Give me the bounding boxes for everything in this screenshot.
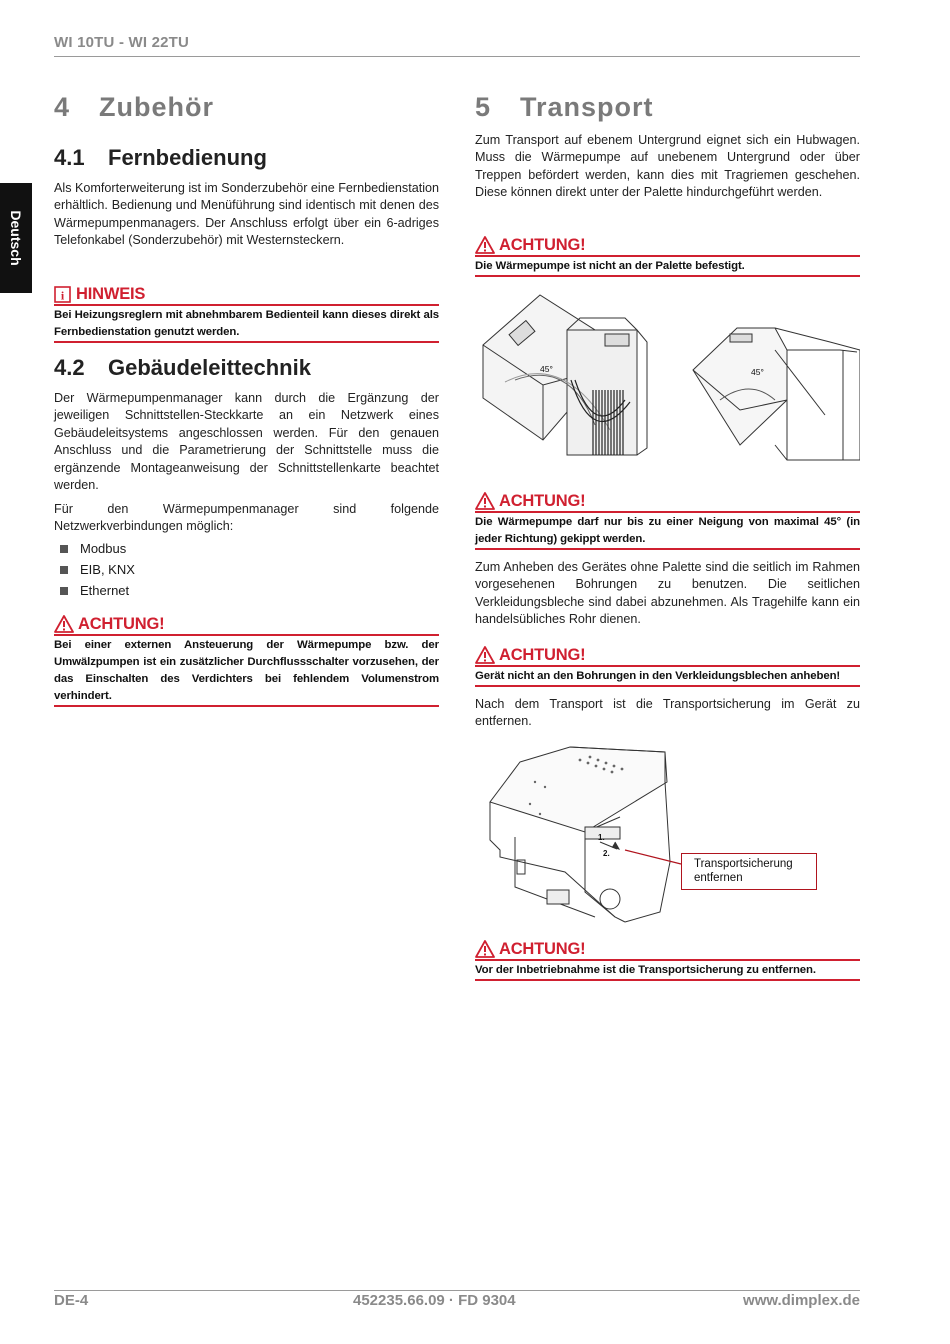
- step-label: 2.: [603, 849, 610, 858]
- warning-text: Gerät nicht an den Bohrungen in den Verkleidungsblechen anheben!: [475, 670, 841, 682]
- header-divider: [54, 56, 860, 57]
- warning-title: ACHTUNG!: [499, 645, 586, 664]
- svg-text:i: i: [60, 288, 65, 302]
- footer-divider: [54, 1290, 860, 1291]
- list-item: EIB, KNX: [54, 562, 135, 583]
- netzwerk-paragraph: Für den Wärmepumpenmanager sind folgende Netzwerkverbindungen möglich:: [54, 502, 439, 534]
- subsection-title: Gebäudeleittechnik: [108, 355, 311, 380]
- subsection-title: Fernbedienung: [108, 145, 267, 170]
- subsection-number: 4.1: [54, 145, 85, 170]
- note-rule: [475, 979, 860, 981]
- language-side-tab: [0, 183, 32, 293]
- gebaeudeleittechnik-paragraph: Der Wärmepumpenmanager kann durch die Ergänzung der jeweiligen Schnittstellen-Steckkarte an ein Netzwerk eines Gebäudeleitsystems angeschlossen werden. Für den genauen Anschluss und die Parametrierung der Schnittstelle muss die ergänzende Montageanweisung der Schnittstellenkarte beachtet werden.: [54, 391, 439, 493]
- page-number: DE-4: [54, 1292, 89, 1309]
- transport-lock-diagram: [475, 742, 860, 927]
- section-number: 4: [54, 92, 71, 122]
- achtung-warning: [475, 645, 860, 687]
- section-5-heading: [475, 92, 654, 123]
- warning-icon: [475, 646, 495, 664]
- list-item: Ethernet: [54, 583, 135, 604]
- info-icon: [54, 286, 72, 303]
- fernbedienung-paragraph: Als Komforterweiterung ist im Sonderzubehör eine Fernbedienstation erhältlich. Bedienung und Menüführung sind identisch mit denen des Wärmepumpenmanagers. Der Anschluss erfolgt über ein 6-adriges Telefonkabel (Sonderzubehör) mit Westernsteckern.: [54, 181, 440, 248]
- warning-text: Die Wärmepumpe darf nur bis zu einer Neigung von maximal 45° (in jeder Richtung) gekippt werden.: [475, 516, 860, 545]
- note-rule: [475, 275, 860, 277]
- note-rule: [475, 685, 860, 687]
- tilt-diagram: [475, 290, 860, 465]
- warning-title: ACHTUNG!: [499, 491, 586, 510]
- network-list: [54, 541, 135, 604]
- warning-icon: [475, 940, 495, 958]
- warning-title: ACHTUNG!: [499, 939, 586, 958]
- section-number: 5: [475, 92, 492, 122]
- warning-icon: [54, 615, 74, 633]
- achtung-warning: [475, 491, 860, 550]
- document-number: 452235.66.09 · FD 9304: [353, 1292, 516, 1309]
- note-rule: [54, 705, 439, 707]
- hinweis-text: Bei Heizungsreglern mit abnehmbarem Bedienteil kann dieses direkt als Fernbedienstation genutzt werden.: [54, 309, 439, 338]
- note-rule: [54, 341, 439, 343]
- nach-transport-paragraph: Nach dem Transport ist die Transportsicherung im Gerät zu entfernen.: [475, 697, 860, 729]
- transport-lock-callout: Transportsicherung entfernen: [681, 853, 817, 890]
- section-title: Transport: [520, 92, 654, 122]
- warning-text: Bei einer externen Ansteuerung der Wärmepumpe bzw. der Umwälzpumpen ist ein zusätzlicher Durchflussschalter vorzusehen, der das Einschalten des Verdichters bei fehlendem Volumenstrom verhindert.: [54, 639, 439, 702]
- warning-icon: [475, 492, 495, 510]
- hinweis-note: [54, 284, 439, 343]
- language-label: Deutsch: [8, 210, 24, 266]
- document-header-title: WI 10TU - WI 22TU: [54, 34, 190, 51]
- transport-intro-paragraph: Zum Transport auf ebenem Untergrund eignet sich ein Hubwagen. Muss die Wärmepumpe auf unebenem Untergrund oder über Treppen befördert werden, kann dies mit Tragriemen geschehen. Diese können direkt unter der Palette hindurchgeführt werden.: [475, 133, 860, 200]
- achtung-warning: [54, 614, 439, 707]
- section-4-heading: [54, 92, 214, 123]
- hinweis-title: HINWEIS: [76, 284, 146, 303]
- subsection-4-1-heading: [54, 145, 267, 171]
- section-title: Zubehör: [99, 92, 214, 122]
- warning-text: Die Wärmepumpe ist nicht an der Palette befestigt.: [475, 260, 745, 272]
- warning-title: ACHTUNG!: [499, 235, 586, 254]
- warning-text: Vor der Inbetriebnahme ist die Transportsicherung zu entfernen.: [475, 964, 816, 976]
- subsection-4-2-heading: [54, 355, 311, 381]
- warning-icon: [475, 236, 495, 254]
- achtung-warning: [475, 939, 860, 981]
- warning-title: ACHTUNG!: [78, 614, 165, 633]
- subsection-number: 4.2: [54, 355, 85, 380]
- list-item: Modbus: [54, 541, 135, 562]
- angle-label: 45°: [540, 364, 553, 374]
- note-rule: [475, 548, 860, 550]
- step-label: 1.: [598, 833, 605, 842]
- angle-label: 45°: [751, 367, 764, 377]
- website-link[interactable]: www.dimplex.de: [743, 1292, 860, 1309]
- achtung-warning: [475, 235, 860, 277]
- anheben-paragraph: Zum Anheben des Gerätes ohne Palette sind die seitlich im Rahmen vorgesehenen Bohrungen zu benutzen. Die seitlichen Verkleidungsbleche sind dabei abzunehmen. Als Tragehilfe kann ein handelsübliches Rohr dienen.: [475, 560, 860, 627]
